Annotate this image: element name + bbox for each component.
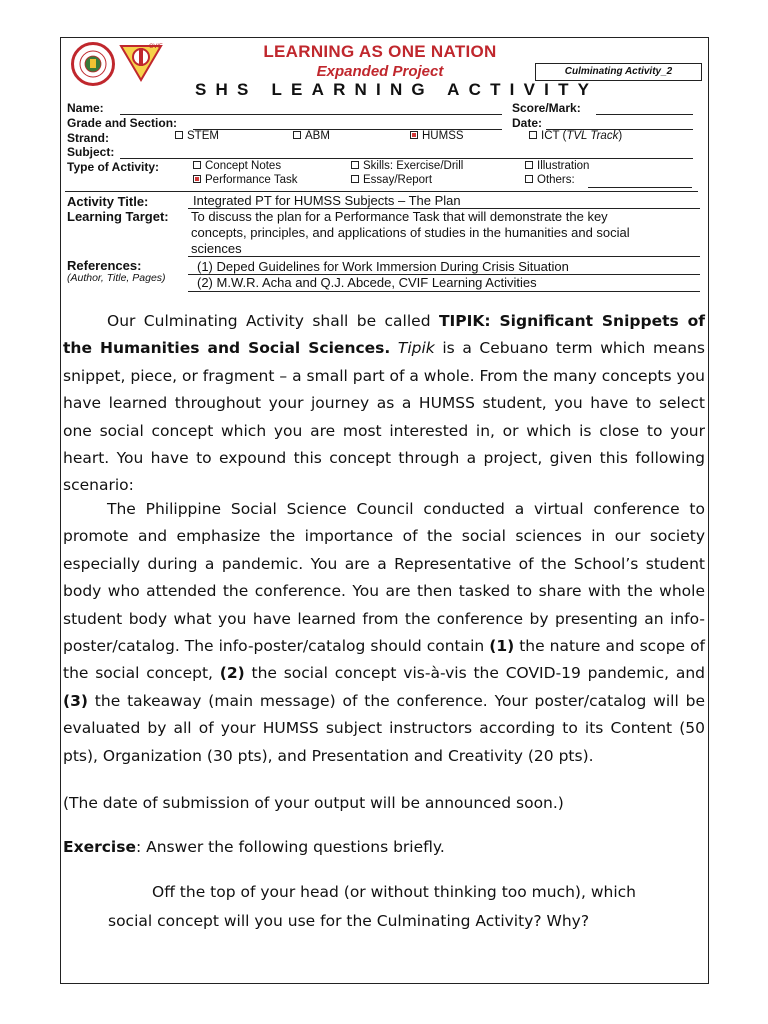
- reference-item: (1) Deped Guidelines for Work Immersion During Crisis Situation: [197, 259, 569, 274]
- references-label: References:: [67, 258, 142, 273]
- strand-label: Strand:: [67, 131, 109, 145]
- cvif-logo-icon: [118, 42, 164, 82]
- exercise-instruction: Exercise: Answer the following questions briefly.: [63, 838, 445, 856]
- learning-target-line: sciences: [191, 241, 242, 256]
- divider: [65, 191, 698, 192]
- divider: [188, 274, 700, 275]
- checkbox-icon: [525, 161, 533, 169]
- name-label: Name:: [67, 101, 104, 115]
- program-subtitle: Expanded Project: [316, 63, 444, 80]
- strand-abm[interactable]: ABM: [293, 130, 330, 142]
- question-line: Off the top of your head (or without thinking too much), which: [152, 883, 636, 901]
- activity-tag: Culminating Activity_2: [535, 63, 702, 81]
- divider: [188, 291, 700, 292]
- strand-humss[interactable]: HUMSS: [410, 130, 464, 142]
- activity-type-label: Type of Activity:: [67, 160, 160, 174]
- subject-field[interactable]: [120, 158, 693, 159]
- checked-checkbox-icon: [193, 175, 201, 183]
- learning-target-line: concepts, principles, and applications of studies in the humanities and social: [191, 225, 630, 240]
- type-others[interactable]: Others:: [525, 174, 575, 186]
- checkbox-icon: [175, 131, 183, 139]
- scenario-paragraph: The Philippine Social Science Council conducted a virtual conference to promote and emphasize the importance of the social sciences in our society especially during a pandemic. You are a Representative of the School’s student body who attended the conference. You are then tasked to share with the whole student body what you have learned from the conference by presenting an info-poster/catalog. The info-poster/catalog should contain (1) the nature and scope of the social concept, (2) the social concept vis-à-vis the COVID-19 pandemic, and (3) the takeaway (main message) of the conference. Your poster/catalog will be evaluated by all of your HUMSS subject instructors according to its Content (50 pts), Organization (30 pts), and Presentation and Creativity (20 pts).: [63, 500, 706, 765]
- score-label: Score/Mark:: [512, 101, 581, 115]
- question-line: social concept will you use for the Culminating Activity? Why?: [108, 912, 590, 930]
- subject-label: Subject:: [67, 145, 115, 159]
- brand-header: [180, 42, 580, 80]
- svg-text:CVIF: CVIF: [149, 44, 163, 50]
- checkbox-icon: [351, 175, 359, 183]
- references-sublabel: (Author, Title, Pages): [67, 272, 166, 284]
- page-title: SHS LEARNING ACTIVITY: [195, 80, 599, 99]
- program-title: LEARNING AS ONE NATION: [263, 42, 497, 61]
- strand-ict[interactable]: ICT (TVL Track): [529, 130, 622, 142]
- type-illustration[interactable]: Illustration: [525, 160, 589, 172]
- checkbox-icon: [293, 131, 301, 139]
- type-skills[interactable]: Skills: Exercise/Drill: [351, 160, 463, 172]
- checkbox-icon: [351, 161, 359, 169]
- others-field[interactable]: [588, 187, 692, 188]
- learning-target-label: Learning Target:: [67, 209, 169, 224]
- activity-title-value: Integrated PT for HUMSS Subjects – The Plan: [193, 193, 461, 208]
- score-field[interactable]: [596, 114, 693, 115]
- checked-checkbox-icon: [410, 131, 418, 139]
- checkbox-icon: [193, 161, 201, 169]
- type-performance-task[interactable]: Performance Task: [193, 174, 297, 186]
- type-concept-notes[interactable]: Concept Notes: [193, 160, 281, 172]
- school-seal-icon: [71, 42, 115, 86]
- date-label: Date:: [512, 116, 543, 130]
- checkbox-icon: [529, 131, 537, 139]
- submission-note: (The date of submission of your output will be announced soon.): [63, 794, 564, 812]
- name-field[interactable]: [120, 114, 502, 115]
- strand-stem[interactable]: STEM: [175, 130, 219, 142]
- checkbox-icon: [525, 175, 533, 183]
- learning-target-line: To discuss the plan for a Performance Task that will demonstrate the key: [191, 209, 608, 224]
- reference-item: (2) M.W.R. Acha and Q.J. Abcede, CVIF Learning Activities: [197, 275, 537, 290]
- type-essay-report[interactable]: Essay/Report: [351, 174, 432, 186]
- intro-paragraph: Our Culminating Activity shall be called TIPIK: Significant Snippets of the Humanities and Social Sciences. Tipik is a Cebuano term which means snippet, piece, or fragment – a small part of a whole. From the many concepts you have learned throughout your journey as a HUMSS student, you have to select one social concept which you are most interested in, or which is close to your heart. You have to expound this concept through a project, given this following scenario:: [63, 312, 706, 495]
- divider: [188, 256, 700, 257]
- grade-label: Grade and Section:: [67, 116, 178, 130]
- activity-title-label: Activity Title:: [67, 194, 149, 209]
